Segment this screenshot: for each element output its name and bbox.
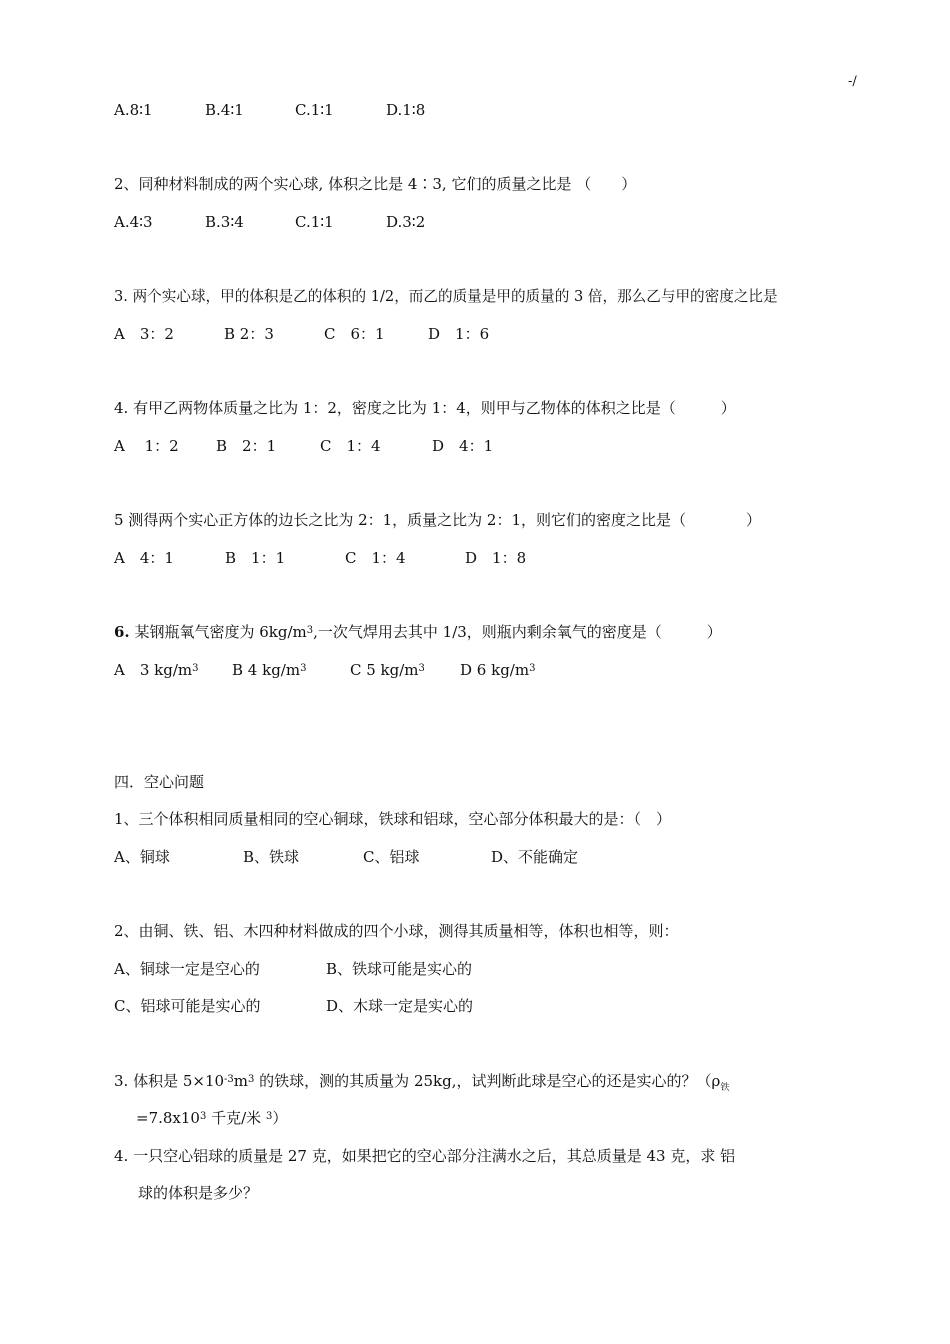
question-6-text-a: 某钢瓶氧气密度为 6kg/m (129, 623, 307, 641)
option-c: C、铝球可能是实心的 (114, 997, 261, 1015)
question-6-text (114, 622, 722, 642)
section4-question-4-text: 4. 一只空心铝球的质量是 27 克，如果把它的空心部分注满水之后，其总质量是 43 克，求 铝 (114, 1147, 736, 1165)
option-b: B 2：1 (216, 437, 277, 455)
option-b: B 2：3 (224, 325, 274, 343)
section4-question-3-line2: $=7.8x10^3$ 千克/米 $^3$） (136, 1109, 288, 1127)
option-b: B.3∶4 (205, 213, 244, 231)
question-5-text: 5 测得两个实心正方体的边长之比为 2：1，质量之比为 2：1，则它们的密度之比是（ ） (114, 511, 762, 529)
option-c: C.1∶1 (295, 101, 334, 119)
section-heading: 四．空心问题 (114, 773, 205, 791)
option-a: A.8∶1 (114, 101, 153, 119)
question-6-text-b: ,一次气焊用去其中 1/3，则瓶内剩余氧气的密度是（ ） (313, 623, 722, 641)
option-d: D 1：6 (428, 325, 490, 343)
option-c: C、铝球 (363, 848, 420, 866)
option-c: C 1：4 (345, 549, 406, 567)
question-6-number: 6. (114, 623, 130, 641)
section4-question-2-text: 2、由铜、铁、铝、木四种材料做成的四个小球，测得其质量相等，体积也相等，则： (114, 922, 679, 940)
option-b: B、铁球可能是实心的 (326, 960, 473, 978)
option-c: C 1：4 (320, 437, 381, 455)
option-a: A、铜球 (114, 848, 170, 866)
section4-question-3-text: 3. 体积是 $5\times 10^{-3}m^3$ 的铁球，测的其质量为 25kg,，试判断此球是空心的还是实心的？（$\rho_铁$ (114, 1072, 730, 1093)
option-d: D 6 $kg/m^3$ (460, 661, 536, 679)
option-a: A 3：2 (114, 325, 174, 343)
option-a: A 3 $kg/m^3$ (114, 661, 199, 679)
option-b: B 1：1 (225, 549, 286, 567)
question-3-text: 3. 两个实心球，甲的体积是乙的体积的 1/2，而乙的质量是甲的质量的 3 倍，那么乙与甲的密度之比是 (114, 288, 778, 305)
superscript: 3 (306, 625, 314, 636)
section4-question-4-line2: 球的体积是多少？ (138, 1184, 259, 1202)
option-d: D.3∶2 (386, 213, 426, 231)
option-b: B 4 $kg/m^3$ (232, 661, 307, 679)
option-a: A 1：2 (114, 437, 179, 455)
option-c: C 5 $kg/m^3$ (350, 661, 425, 679)
section4-question-1-text: 1、三个体积相同质量相同的空心铜球，铁球和铝球，空心部分体积最大的是：（ ） (114, 810, 672, 828)
option-b: B.4∶1 (205, 101, 244, 119)
option-b: B、铁球 (243, 848, 300, 866)
option-c: C 6：1 (324, 325, 385, 343)
option-a: A.4∶3 (114, 213, 153, 231)
option-d: D、木球一定是实心的 (326, 997, 474, 1015)
page-corner-mark: -/ (848, 74, 857, 89)
option-a: A 4：1 (114, 549, 174, 567)
option-d: D、不能确定 (491, 848, 579, 866)
option-d: D 4：1 (432, 437, 494, 455)
question-4-text: 4. 有甲乙两物体质量之比为 1：2，密度之比为 1：4，则甲与乙物体的体积之比是（ ） (114, 399, 736, 417)
option-d: D 1：8 (465, 549, 527, 567)
question-2-text: 2、同种材料制成的两个实心球, 体积之比是 4∶3, 它们的质量之比是 （ ） (114, 175, 637, 193)
option-d: D.1∶8 (386, 101, 426, 119)
option-c: C.1∶1 (295, 213, 334, 231)
option-a: A、铜球一定是空心的 (114, 960, 260, 978)
